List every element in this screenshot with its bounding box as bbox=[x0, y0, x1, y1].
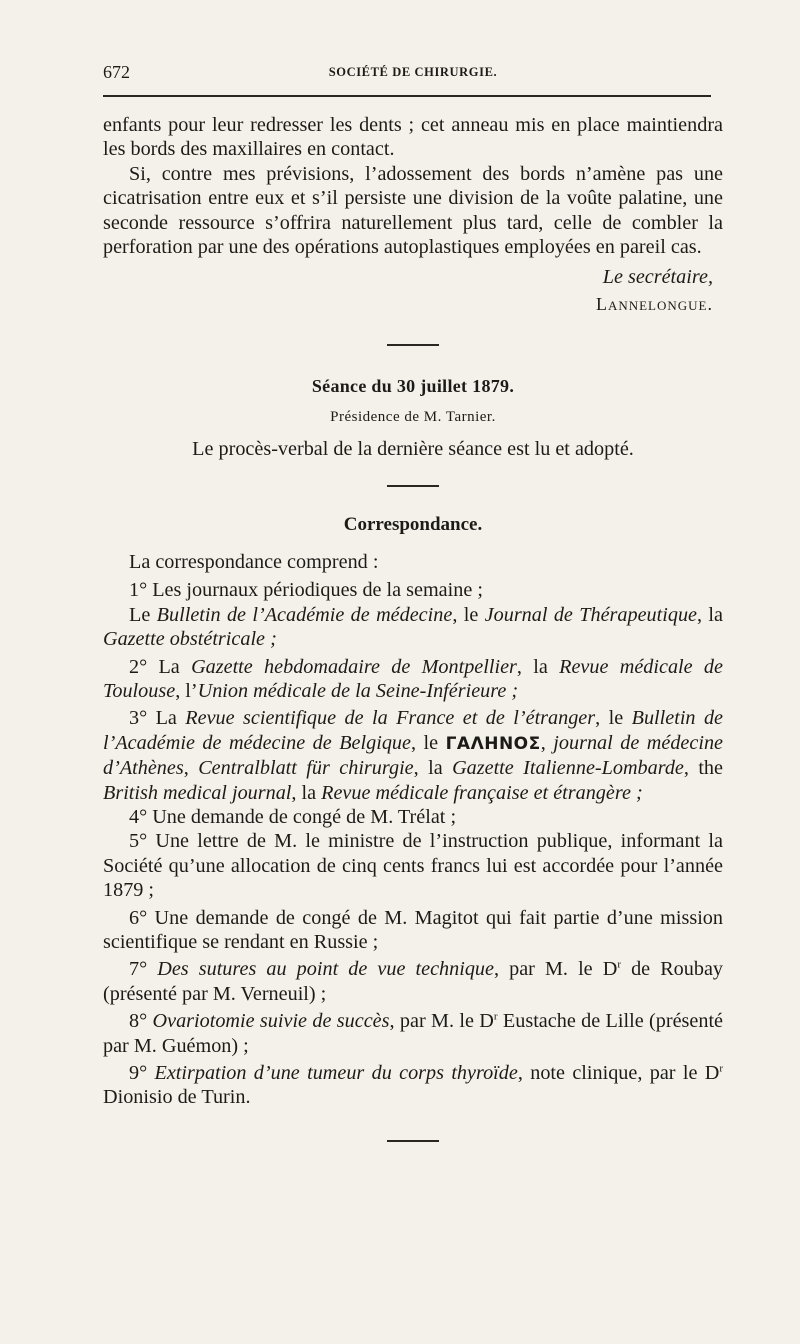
correspondance-item-5: 5° Une lettre de M. le ministre de l’instruction publique, informant la Société qu’une allocation de cinq cents francs lui est accordée pour l’année 1879 ; bbox=[103, 830, 723, 902]
correspondance-item-9: 9° Extirpation d’une tumeur du corps thyroïde, note clinique, par le $D^r$ Dionisio de Turin. bbox=[103, 1062, 723, 1109]
correspondance-item-3: 3° La Revue scientifique de la France et de l’étranger, le Bulletin de l’Académie de médecine de Belgique, le ΓΑΛΗΝΟΣ, journal de médecine d’Athènes, Centralblatt für chirurgie, la Gazette Italienne-Lombarde, the British medical journal, la Revue médicale française et étrangère ; bbox=[103, 707, 724, 804]
correspondance-item-2: 2° La Gazette hebdomadaire de Montpellier, la Revue médicale de Toulouse, l’Union médicale de la Seine-Inférieure ; bbox=[103, 655, 723, 702]
seance-title: Séance du 30 juillet 1879. bbox=[311, 376, 515, 397]
correspondance-item-8: 8° Ovariotomie suivie de succès, par M. le $D^r$ Eustache de Lille (présenté par M. Guémon) ; bbox=[103, 1010, 724, 1057]
section-rule bbox=[387, 485, 439, 487]
correspondance-item-1: 1° Les journaux périodiques de la semaine ; bbox=[129, 579, 483, 602]
presidence-line: Présidence de M. Tarnier. bbox=[330, 408, 496, 425]
page-number: 672 bbox=[103, 62, 130, 82]
greek-journal-title: ΓΑΛΗΝΟΣ bbox=[445, 733, 541, 754]
correspondance-item-7: 7° Des sutures au point de vue technique, par M. le $D^r$ de Roubay (présenté par M. Verneuil) ; bbox=[103, 958, 724, 1005]
page-body bbox=[103, 113, 723, 1142]
paragraph-continuation: enfants pour leur redresser les dents ; cet anneau mis en place maintiendra les bords des maxillaires en contact. bbox=[103, 114, 723, 161]
section-rule bbox=[387, 1140, 439, 1142]
book-page bbox=[103, 58, 724, 1109]
proces-verbal-line: Le procès-verbal de la dernière séance est lu et adopté. bbox=[192, 438, 634, 461]
signature-name: Lannelongue. bbox=[595, 293, 713, 314]
correspondance-item-6: 6° Une demande de congé de M. Magitot qui fait partie d’une mission scientifique se rendant en Russie ; bbox=[103, 906, 723, 953]
section-rule bbox=[387, 344, 439, 346]
page-header bbox=[103, 58, 723, 88]
paragraph-prevision: Si, contre mes prévisions, l’adossement des bords n’amène pas une cicatrisation entre eux et s’il persiste une division de la voûte palatine, une seconde ressource s’offrira naturellement plus tard, celle de combler la perforation par une des opérations autoplastiques employées en pareil cas. bbox=[103, 162, 723, 259]
header-rule bbox=[103, 95, 711, 97]
correspondance-item-1-journals: Le Bulletin de l’Académie de médecine, le Journal de Thérapeutique, la Gazette obstétricale ; bbox=[103, 603, 724, 651]
running-title: SOCIÉTÉ DE CHIRURGIE. bbox=[328, 65, 498, 79]
correspondance-item-4: 4° Une demande de congé de M. Trélat ; bbox=[129, 805, 457, 828]
correspondance-intro: La correspondance comprend : bbox=[129, 550, 379, 573]
signature-role: Le secrétaire, bbox=[602, 266, 713, 289]
correspondance-title: Correspondance. bbox=[343, 514, 483, 536]
